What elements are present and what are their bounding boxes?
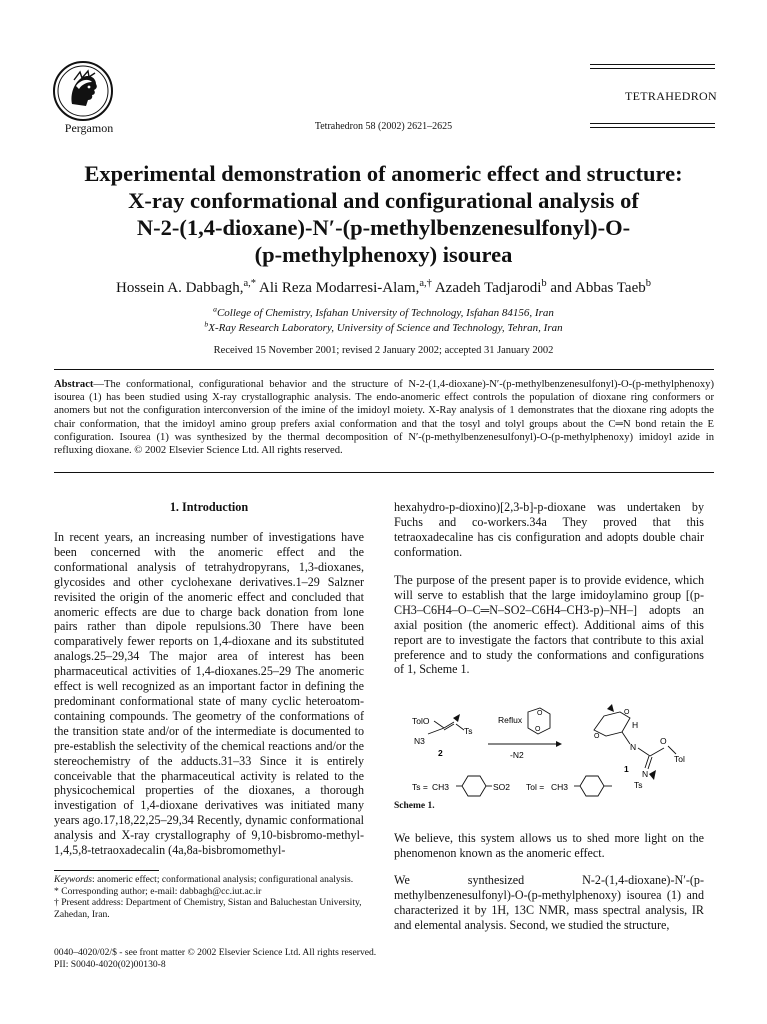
received-dates: Received 15 November 2001; revised 2 January 2002; accepted 31 January 2002	[213, 345, 554, 356]
author-3-marks: b	[541, 278, 547, 289]
col2-paragraph-2	[394, 573, 704, 677]
author-list	[30, 280, 737, 297]
abstract-rule-bottom	[54, 472, 714, 473]
title-line-4: (p-methylphenoxy) isourea	[254, 242, 513, 267]
publisher-logo	[52, 60, 114, 122]
scheme-so2: SO2	[493, 782, 511, 792]
article-title	[40, 160, 727, 268]
scheme-ts-label: Ts	[464, 726, 473, 736]
journal-rule-top	[590, 64, 715, 65]
author-3: Azadeh Tadjarodi	[434, 280, 542, 296]
col2-paragraph-1-text: hexahydro-p-dioxino)[2,3-b]-p-dioxane was undertaken by Fuchs and co-workers.34a They proved that this tetraoxadecaline has cis configuration and adopts double chair conformation.	[394, 500, 704, 559]
scheme-tol-label: Tol	[674, 754, 685, 764]
scheme-h-label: H	[632, 720, 639, 730]
scheme-product-n: N	[642, 769, 649, 779]
author-and: and	[550, 280, 573, 296]
col2-paragraph-4	[394, 873, 704, 933]
author-1: Hossein A. Dabbagh,	[116, 280, 244, 296]
corresponding-author-footnote: * Corresponding author; e-mail: dabbagh@cc.iut.ac.ir	[54, 885, 262, 897]
col2-paragraph-4-text: We synthesized N-2-(1,4-dioxane)-N′-(p-methylbenzenesulfonyl)-O-(p-methylphenoxy) isourea (1) and characterized it by 1H, 13C NMR, mass spectral analysis, IR and elemental analysis. Second, we studied the structure,	[394, 873, 704, 932]
benzene-ring-icon	[462, 776, 486, 796]
keywords-footnote	[54, 874, 364, 886]
author-4-marks: b	[645, 278, 651, 289]
scheme-ts-def: Ts =	[412, 782, 428, 792]
corresponding-author-text: Corresponding author; e-mail: dabbagh@cc.iut.ac.ir	[61, 885, 262, 897]
abstract-label: Abstract	[54, 379, 94, 390]
author-2: Ali Reza Modarresi-Alam,	[258, 280, 420, 296]
scheme-n3-label: N3	[414, 736, 425, 746]
intro-paragraph-1	[54, 530, 364, 858]
abstract	[54, 378, 714, 457]
lone-pair-icon	[453, 714, 460, 722]
affiliation-b	[30, 319, 737, 334]
present-address-text: Present address: Department of Chemistry, Sistan and Baluchestan University, Zahedan, Iran.	[54, 897, 362, 920]
affiliation-a-mark: a	[213, 304, 217, 314]
section-heading-introduction: 1. Introduction	[169, 500, 249, 514]
pii-line: PII: S0040-4020(02)00130-8	[54, 958, 166, 970]
abstract-text: —The conformational, configurational behavior and the structure of N-2-(1,4-dioxane)-N′-(p-methylbenzenesulfonyl)-O-(p-methylphenoxy) isourea (1) has been studied using X-ray crystallographic analysis. The endo-anomeric effect controls the population of dioxane ring conformers or anomers but not the configuration interconversion of the imine of the imidoyl moiety. X-Ray analysis of 1 demonstrates that the dioxane ring adopts the chair conformation, that the imidoyl amino group prefers axial conformation and that the tosyl and tolyl groups about the C═N bond retain the E configuration. Isourea (1) was synthesized by the thermal decomposition of N′-(p-methylbenzenesulfonyl)-O-(p-methylphenoxy) imidoyl azide in refluxing dioxane. © 2002 Elsevier Science Ltd. All rights reserved.	[54, 379, 714, 457]
reaction-arrow-icon	[556, 741, 562, 747]
footnote-separator	[54, 870, 159, 871]
scheme-tolo-label: TolO	[412, 716, 430, 726]
scheme-compound-1: 1	[624, 764, 629, 774]
benzene-ring-icon-2	[580, 776, 604, 796]
affiliation-a	[30, 304, 737, 319]
scheme-ch3-1: CH3	[432, 782, 450, 792]
title-line-2: X-ray conformational and configurational analysis of	[128, 188, 639, 213]
affiliation-a-text: College of Chemistry, Isfahan University of Technology, Isfahan 84156, Iran	[216, 307, 554, 319]
intro-paragraph-1-text: In recent years, an increasing number of investigations have been concerned with the anomeric effect and the conformational analysis of tetrahydropyrans, 1,3-dioxanes, glycosides and other cyclohexane derivatives.1–29 Salzner revisited the origin of the anomeric effect and concluded that anomeric effects are due to charge back donation from lone pairs rather than dipole repulsions.30 There have been comparatively fewer reports on 1,4-dioxane and its substituted analogs.25–29,34 The major area of interest has been pharmaceutical activities of 1,4-dioxanes.25–29 The anomeric effect is well recognized as an important factor in defining the predominant conformational state of many cyclic heteroatom-containing compounds. The geometry of the conformations of the transition state and/or of the intermediate is documented to pre-establish the selectivity of the chemical reactions and/or the stereochemistry of the adducts.31–33 Since it is entirely conceivable that the pharmaceutical activity is related to the physicochemical properties of the dioxanes, a thorough investigation of 1,4-dioxane derivatives was initiated many years ago.17,18,22,25–29,34 Recently, dynamic conformational analysis and X-ray crystallography of 9,10-bisbromo-methyl-1,4,5,8-tetraoxadecalin (4a,8a-bisbromomethyl-	[54, 530, 364, 858]
col2-paragraph-3	[394, 831, 704, 861]
journal-citation: Tetrahedron 58 (2002) 2621–2625	[314, 121, 453, 132]
scheme-minus-n2-label: -N2	[510, 750, 524, 760]
scheme-caption: Scheme 1.	[394, 801, 435, 811]
journal-name: TETRAHEDRON	[625, 89, 717, 103]
copyright-block	[54, 947, 376, 971]
scheme-compound-2: 2	[438, 748, 443, 758]
scheme-product-o2: O	[624, 709, 630, 716]
title-line-3: N-2-(1,4-dioxane)-N′-(p-methylbenzenesulfonyl)-O-	[136, 215, 631, 240]
scheme-n-label: N	[630, 742, 637, 752]
present-address-footnote: † Present address: Department of Chemistry, Sistan and Baluchestan University, Zahedan, Iran.	[54, 897, 362, 920]
journal-rule-top-thin	[590, 68, 715, 69]
keywords-text: : anomeric effect; conformational analysis; configurational analysis.	[92, 874, 354, 885]
col2-paragraph-1	[394, 500, 704, 560]
col2-paragraph-2-text: The purpose of the present paper is to provide evidence, which will serve to establish that the large imidoylamino group [(p-CH3–C6H4–O–C═N–SO2–C6H4–CH3-p)–NH–] adopts an axial position (the anomeric effect). Additional aims of this report are to investigate the factors that contribute to this axial preference and to study the conformations and configurations of 1, Scheme 1.	[394, 573, 704, 677]
author-1-marks: a,*	[243, 278, 257, 289]
scheme-reflux-label: Reflux	[498, 715, 523, 725]
reaction-scheme	[398, 704, 708, 800]
keywords-label: Keywords	[54, 874, 93, 885]
author-2-marks: a,†	[419, 278, 432, 289]
author-4: Abbas Taeb	[575, 280, 646, 296]
affiliation-b-mark: b	[204, 319, 209, 329]
scheme-o-bottom: O	[535, 726, 541, 733]
scheme-product-o3: O	[660, 736, 667, 746]
affiliation-b-text: X-Ray Research Laboratory, University of Science and Technology, Tehran, Iran	[208, 322, 563, 334]
scheme-product-ts: Ts	[634, 780, 643, 790]
publisher-name: Pergamon	[64, 121, 114, 135]
scheme-o-top: O	[537, 710, 543, 717]
scheme-ch3-2: CH3	[551, 782, 569, 792]
title-line-1: Experimental demonstration of anomeric effect and structure:	[84, 161, 683, 186]
scheme-product-o: O	[594, 733, 600, 740]
journal-rule-bottom-thin	[590, 123, 715, 124]
footnotes	[54, 874, 364, 920]
journal-rule-bottom	[590, 127, 715, 128]
scheme-tol-def: Tol =	[526, 782, 545, 792]
abstract-rule-top	[54, 369, 714, 370]
copyright-line: 0040–4020/02/$ - see front matter © 2002 Elsevier Science Ltd. All rights reserved.	[54, 947, 377, 958]
col2-paragraph-3-text: We believe, this system allows us to shed more light on the phenomenon known as the anomeric effect.	[394, 831, 704, 860]
